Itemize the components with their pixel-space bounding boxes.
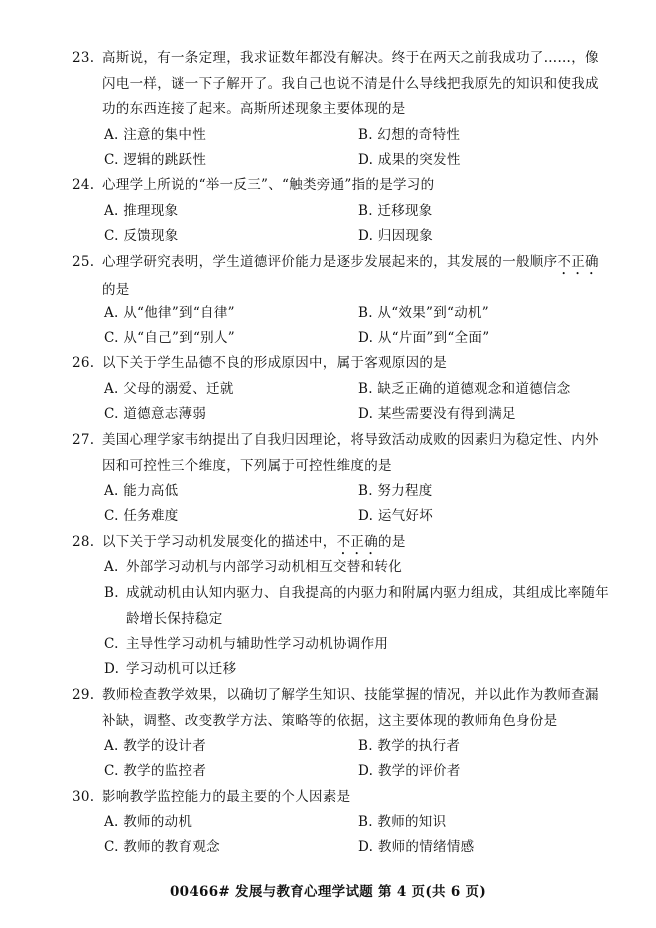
option-b: B. 幻想的奇特性 (358, 127, 461, 143)
option-d: D. 成果的突发性 (358, 152, 461, 168)
option-a: A. 父母的溺爱、迁就 (104, 381, 234, 397)
question-number: 24. (72, 177, 95, 193)
option-a: A. 教学的设计者 (104, 738, 207, 754)
option-c: C. 反馈现象 (104, 228, 179, 244)
option-b: B. 教学的执行者 (358, 738, 461, 754)
option-a: A. 注意的集中性 (104, 127, 207, 143)
option-d: D. 教学的评价者 (358, 763, 461, 779)
options-row (104, 377, 624, 402)
question-30 (72, 785, 612, 811)
page-footer: 00466# 发展与教育心理学试题 第 4 页(共 6 页) (169, 884, 487, 900)
option-d: D. 运气好坏 (358, 508, 434, 524)
option-c: C. 任务难度 (104, 508, 179, 524)
question-stem: 美国心理学家韦纳提出了自我归因理论，将导致活动成败的因素归为稳定性、内外因和可控性三个维度，下列属于可控性维度的是 (102, 432, 599, 474)
options-row (104, 224, 624, 249)
option-d: D. 某些需要没有得到满足 (358, 406, 516, 422)
question-25 (72, 250, 612, 304)
question-stem: 教师检查教学效果，以确切了解学生知识、技能掌握的情况，并以此作为教师查漏补缺，调整、改变教学方法、策略等的依据，这主要体现的教师角色身份是 (102, 687, 599, 729)
option-d: D. 教师的情绪情感 (358, 839, 475, 855)
options-row (104, 199, 624, 224)
question-number: 27. (72, 432, 95, 448)
option-b: B. 从“效果”到“动机” (358, 305, 490, 321)
question-stem: 心理学研究表明，学生道德评价能力是逐步发展起来的，其发展的一般顺序不正确的是 (102, 254, 599, 298)
options-row (104, 479, 624, 504)
question-stem: 以下关于学习动机发展变化的描述中，不正确的是 (102, 534, 406, 550)
option-a: A. 外部学习动机与内部学习动机相互交替和转化 (104, 559, 402, 575)
option-a: A. 从“他律”到“自律” (104, 305, 235, 321)
question-23 (72, 46, 612, 123)
question-stem: 影响教学监控能力的最主要的个人因素是 (102, 789, 351, 805)
question-29 (72, 683, 612, 734)
options-row (104, 810, 624, 835)
options-row (104, 123, 624, 148)
question-number: 23. (72, 50, 95, 66)
option-b: B. 缺乏正确的道德观念和道德信念 (358, 381, 571, 397)
option-c: C. 主导性学习动机与辅助性学习动机协调作用 (104, 636, 389, 652)
option-a: A. 能力高低 (104, 483, 179, 499)
question-26 (72, 351, 612, 377)
emphasis-marked-text: 不正确 (557, 254, 599, 270)
option-c: C. 教师的教育观念 (104, 839, 220, 855)
question-28 (72, 530, 612, 558)
option-b: B. 努力程度 (358, 483, 433, 499)
option-d: D. 从“片面”到“全面” (358, 330, 490, 346)
options-row (104, 301, 624, 326)
options-row (104, 148, 624, 173)
options-row (104, 402, 624, 427)
options-row (104, 734, 624, 759)
question-number: 29. (72, 687, 95, 703)
option-c: C. 道德意志薄弱 (104, 406, 207, 422)
option-c: C. 逻辑的跳跃性 (104, 152, 207, 168)
emphasis-marked-text: 不正确 (336, 534, 379, 550)
options-row (104, 326, 624, 351)
question-number: 28. (72, 534, 95, 550)
option-c: C. 从“自己”到“别人” (104, 330, 235, 346)
options-row (104, 835, 624, 860)
question-24 (72, 173, 612, 199)
question-27 (72, 428, 612, 479)
options-row (104, 504, 624, 529)
question-stem: 高斯说，有一条定理，我求证数年都没有解决。终于在两天之前我成功了……，像闪电一样，谜一下子解开了。我自己也说不清是什么导线把我原先的知识和使我成功的东西连接了起来。高斯所述现象主要体现的是 (102, 50, 599, 118)
question-number: 26. (72, 355, 95, 371)
question-stem: 心理学上所说的“举一反三”、“触类旁通”指的是学习的 (102, 177, 435, 193)
option-b: B. 成就动机由认知内驱力、自我提高的内驱力和附属内驱力组成，其组成比率随年龄增长保持稳定 (104, 585, 609, 627)
option-a: A. 教师的动机 (104, 814, 193, 830)
options-row (104, 759, 624, 784)
question-stem: 以下关于学生品德不良的形成原因中，属于客观原因的是 (102, 355, 447, 371)
option-b: B. 教师的知识 (358, 814, 447, 830)
question-number: 25. (72, 254, 95, 270)
option-d: D. 学习动机可以迁移 (104, 661, 237, 677)
option-b: B. 迁移现象 (358, 203, 433, 219)
option-a: A. 推理现象 (104, 203, 179, 219)
question-number: 30. (72, 789, 95, 805)
option-c: C. 教学的监控者 (104, 763, 207, 779)
option-d: D. 归因现象 (358, 228, 434, 244)
